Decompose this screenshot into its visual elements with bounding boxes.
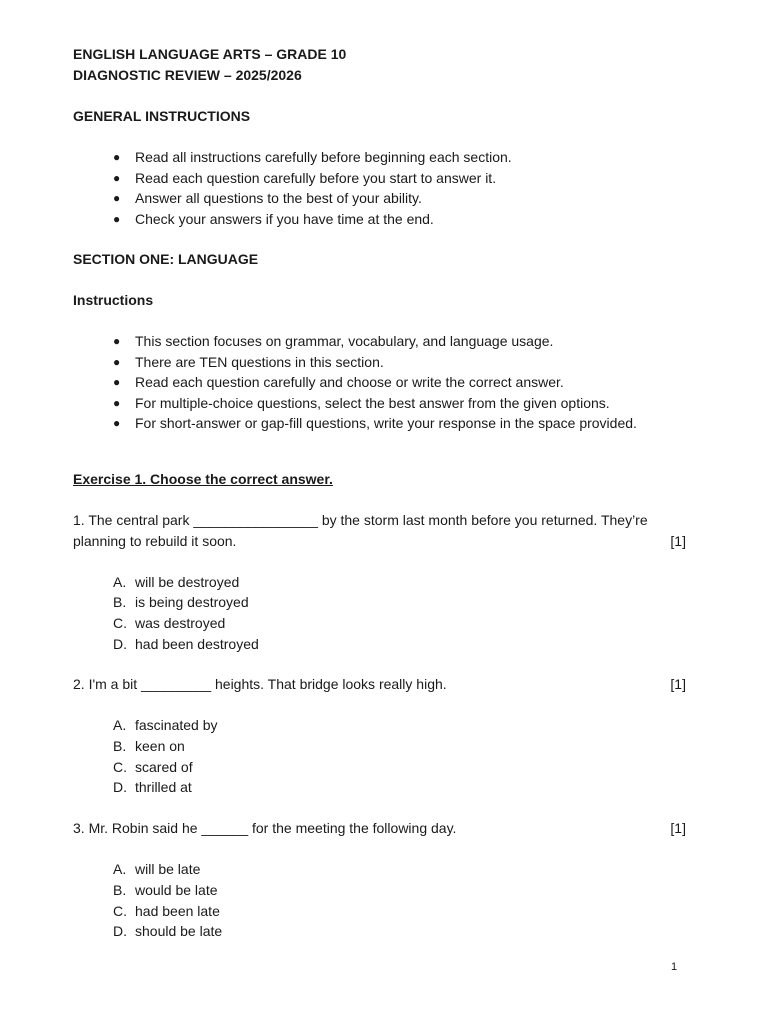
bullet-icon: ● xyxy=(113,375,121,389)
answer-option[interactable] xyxy=(73,901,686,922)
question-1 xyxy=(73,510,686,655)
question-2 xyxy=(73,674,686,798)
marks-label: [1] xyxy=(670,532,686,549)
page-number: 1 xyxy=(671,961,678,973)
option-text: thrilled at xyxy=(135,779,192,796)
answer-option[interactable] xyxy=(73,880,686,901)
option-text: will be late xyxy=(135,861,201,878)
exercise-heading: Exercise 1. Choose the correct answer. xyxy=(73,470,333,487)
section-one-heading: SECTION ONE: LANGUAGE xyxy=(73,251,259,267)
list-item: ● Check your answers if you have time at the end. xyxy=(73,209,686,230)
answer-options xyxy=(73,859,686,942)
option-letter: D. xyxy=(113,635,127,652)
option-letter: D. xyxy=(113,923,127,940)
answer-option[interactable] xyxy=(73,777,686,798)
question-text-continued: planning to rebuild it soon. xyxy=(73,532,237,549)
option-text: should be late xyxy=(135,923,223,940)
answer-option[interactable] xyxy=(73,715,686,736)
answer-option[interactable] xyxy=(73,613,686,634)
list-item: ● For short-answer or gap-fill questions, write your response in the space provided. xyxy=(73,413,686,434)
option-text: fascinated by xyxy=(135,717,218,734)
answer-option[interactable] xyxy=(73,736,686,757)
bullet-icon: ● xyxy=(113,191,121,205)
question-text: 3. Mr. Robin said he ______ for the meeting the following day. xyxy=(73,820,457,837)
option-letter: B. xyxy=(113,594,127,611)
option-letter: B. xyxy=(113,738,127,755)
option-text: is being destroyed xyxy=(135,594,249,611)
option-text: was destroyed xyxy=(135,614,226,631)
general-instructions-heading: GENERAL INSTRUCTIONS xyxy=(73,108,251,124)
option-letter: A. xyxy=(113,717,127,734)
option-letter: C. xyxy=(113,902,127,919)
option-letter: A. xyxy=(113,573,127,590)
question-3 xyxy=(73,818,686,942)
option-letter: C. xyxy=(113,614,127,631)
answer-option[interactable] xyxy=(73,592,686,613)
option-text: had been destroyed xyxy=(135,635,259,652)
exam-subtitle: DIAGNOSTIC REVIEW – 2025/2026 xyxy=(73,67,302,83)
exam-page xyxy=(73,44,686,942)
bullet-icon: ● xyxy=(113,354,121,369)
bullet-icon: ● xyxy=(113,211,121,226)
bullet-icon: ● xyxy=(113,416,121,430)
section-instructions-heading: Instructions xyxy=(73,292,154,308)
list-item: ● Read each question carefully before you start to answer it. xyxy=(73,168,686,189)
bullet-icon: ● xyxy=(113,334,121,348)
option-letter: A. xyxy=(113,861,127,878)
list-item: ● Read each question carefully and choose or write the correct answer. xyxy=(73,372,686,393)
bullet-icon: ● xyxy=(113,170,121,185)
answer-option[interactable] xyxy=(73,572,686,593)
question-text: 2. I'm a bit _________ heights. That bridge looks really high. xyxy=(73,676,447,693)
answer-option[interactable] xyxy=(73,634,686,655)
option-letter: C. xyxy=(113,758,127,775)
option-letter: B. xyxy=(113,881,127,898)
answer-options xyxy=(73,572,686,655)
marks-label: [1] xyxy=(670,676,686,693)
list-item: ● This section focuses on grammar, vocabulary, and language usage. xyxy=(73,331,686,352)
answer-option[interactable] xyxy=(73,921,686,942)
question-text: 1. The central park ________________ by the storm last month before you returned. They’re xyxy=(73,511,648,528)
general-instructions-list xyxy=(73,147,686,229)
option-text: would be late xyxy=(135,881,218,898)
option-text: had been late xyxy=(135,902,220,919)
marks-label: [1] xyxy=(670,820,686,837)
list-item: ● There are TEN questions in this section. xyxy=(73,352,686,373)
option-text: will be destroyed xyxy=(135,573,240,590)
list-item: ● Answer all questions to the best of your ability. xyxy=(73,188,686,209)
option-letter: D. xyxy=(113,779,127,796)
answer-option[interactable] xyxy=(73,757,686,778)
exam-title: ENGLISH LANGUAGE ARTS – GRADE 10 xyxy=(73,46,347,62)
list-item: ● Read all instructions carefully before beginning each section. xyxy=(73,147,686,168)
answer-options xyxy=(73,715,686,798)
option-text: scared of xyxy=(135,758,193,775)
list-item: ● For multiple-choice questions, select the best answer from the given options. xyxy=(73,393,686,414)
bullet-icon: ● xyxy=(113,395,121,410)
bullet-icon: ● xyxy=(113,150,121,164)
answer-option[interactable] xyxy=(73,859,686,880)
option-text: keen on xyxy=(135,738,185,755)
section-instructions-list xyxy=(73,331,686,434)
